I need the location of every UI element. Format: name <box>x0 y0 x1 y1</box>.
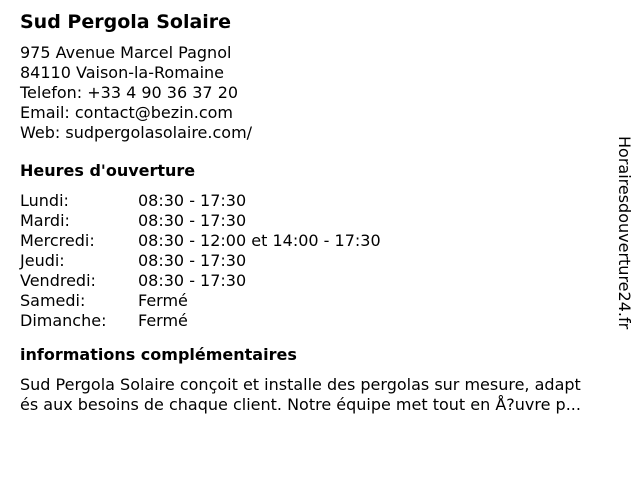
hours-time: 08:30 - 12:00 et 14:00 - 17:30 <box>138 231 381 250</box>
hours-heading: Heures d'ouverture <box>20 161 196 180</box>
hours-day: Jeudi: <box>20 251 65 270</box>
hours-row-monday <box>20 191 620 211</box>
email-label: Email: <box>20 103 70 122</box>
hours-day: Vendredi: <box>20 271 96 290</box>
hours-day: Mercredi: <box>20 231 95 250</box>
hours-row-friday <box>20 271 620 291</box>
hours-time: Fermé <box>138 311 188 330</box>
web-link[interactable]: sudpergolasolaire.com/ <box>65 123 253 142</box>
description-line-1: Sud Pergola Solaire conçoit et installe des pergolas sur mesure, adapt <box>20 375 581 394</box>
hours-time: 08:30 - 17:30 <box>138 211 247 230</box>
hours-row-tuesday <box>20 211 620 231</box>
address-line-2: 84110 Vaison-la-Romaine <box>20 63 225 82</box>
phone-value[interactable]: +33 4 90 36 37 20 <box>87 83 239 102</box>
description-line-2: és aux besoins de chaque client. Notre équipe met tout en Å?uvre p... <box>20 395 581 414</box>
hours-day: Dimanche: <box>20 311 107 330</box>
web-label: Web: <box>20 123 61 142</box>
web-line <box>20 123 620 143</box>
info-heading: informations complémentaires <box>20 345 297 364</box>
hours-row-wednesday <box>20 231 620 251</box>
hours-time: 08:30 - 17:30 <box>138 271 247 290</box>
hours-day: Mardi: <box>20 211 70 230</box>
hours-row-sunday <box>20 311 620 331</box>
hours-time: 08:30 - 17:30 <box>138 191 247 210</box>
email-value[interactable]: contact@bezin.com <box>74 103 233 122</box>
hours-day: Samedi: <box>20 291 86 310</box>
hours-time: 08:30 - 17:30 <box>138 251 247 270</box>
contact-block <box>20 43 620 143</box>
address-line-1: 975 Avenue Marcel Pagnol <box>20 43 232 62</box>
description <box>20 375 634 415</box>
email-line <box>20 103 620 123</box>
hours-day: Lundi: <box>20 191 69 210</box>
business-name: Sud Pergola Solaire <box>20 11 232 33</box>
hours-row-thursday <box>20 251 620 271</box>
hours-row-saturday <box>20 291 620 311</box>
business-card <box>20 9 620 415</box>
hours-time: Fermé <box>138 291 188 310</box>
hours-table <box>20 191 620 331</box>
phone-line <box>20 83 620 103</box>
site-watermark: Horairesdouverture24.fr <box>615 136 634 330</box>
phone-label: Telefon: <box>20 83 83 102</box>
